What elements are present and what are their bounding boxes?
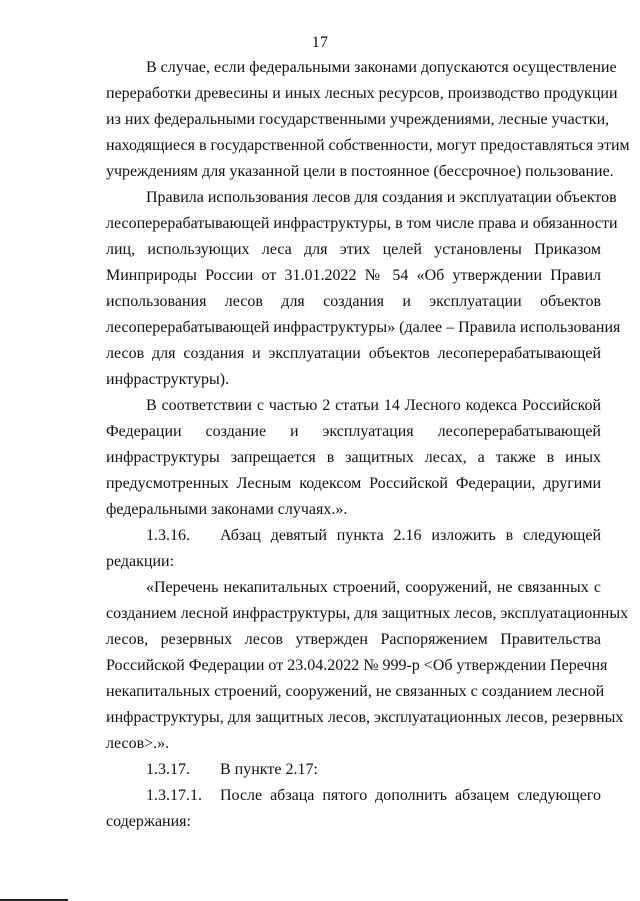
paragraph-line: «Перечень некапитальных строений, сооружений, не связанных с: [146, 579, 601, 596]
paragraph-line: лесов для создания и эксплуатации объектов лесоперерабатывающей: [106, 345, 601, 362]
paragraph-line: федеральными законами случаях.».: [106, 501, 348, 518]
paragraph-line: инфраструктуры).: [106, 371, 230, 388]
paragraph-line: инфраструктуры запрещается в защитных лесах, а также в иных: [106, 449, 601, 466]
paragraph-line: лесоперерабатывающей инфраструктуры, в том числе права и обязанности: [106, 215, 618, 232]
item-number: 1.3.17.: [146, 761, 190, 778]
paragraph-line: инфраструктуры, для защитных лесов, эксплуатационных лесов, резервных: [106, 709, 624, 726]
paragraph-line: В случае, если федеральными законами допускаются осуществление: [146, 59, 617, 76]
paragraph-line: Минприроды России от 31.01.2022 № 54 «Об утверждении Правил: [106, 267, 601, 284]
paragraph-line: лесов, резервных лесов утвержден Распоряжением Правительства: [106, 631, 601, 648]
item-text: Абзац девятый пункта 2.16 изложить в следующей: [220, 527, 601, 544]
paragraph-line: Федерации создание и эксплуатация лесоперерабатывающей: [106, 423, 601, 440]
numbered-item: [146, 760, 601, 780]
paragraph-line: содержания:: [106, 813, 191, 830]
paragraph-line: переработки древесины и иных лесных ресурсов, производство продукции: [106, 85, 618, 102]
paragraph-line: находящиеся в государственной собственности, могут предоставляться этим: [106, 137, 630, 154]
item-number: 1.3.16.: [146, 527, 190, 544]
paragraph-line: из них федеральными государственными учреждениями, лесные участки,: [106, 111, 610, 128]
item-number: 1.3.17.1.: [146, 787, 202, 804]
paragraph-line: использования лесов для создания и эксплуатации объектов: [106, 293, 601, 310]
paragraph-line: лесоперерабатывающей инфраструктуры» (далее – Правила использования: [106, 319, 621, 336]
paragraph-line: редакции:: [106, 553, 175, 570]
paragraph-line: созданием лесной инфраструктуры, для защитных лесов, эксплуатационных: [106, 605, 629, 622]
paragraph-line: В соответствии с частью 2 статьи 14 Лесного кодекса Российской: [146, 397, 601, 414]
numbered-item: [146, 786, 601, 806]
paragraph-line: лиц, использующих леса для этих целей установлены Приказом: [106, 241, 601, 258]
item-text: В пункте 2.17:: [220, 761, 318, 778]
item-text: После абзаца пятого дополнить абзацем следующего: [220, 787, 601, 804]
numbered-item: [146, 526, 601, 546]
paragraph-line: Российской Федерации от 23.04.2022 № 999-р <Об утверждении Перечня: [106, 657, 608, 674]
paragraph-line: предусмотренных Лесным кодексом Российской Федерации, другими: [106, 475, 601, 492]
paragraph-line: лесов>.».: [106, 735, 170, 752]
page-number: 17: [311, 34, 329, 51]
paragraph-line: Правила использования лесов для создания и эксплуатации объектов: [146, 189, 617, 206]
paragraph-line: учреждениям для указанной цели в постоянное (бессрочное) пользование.: [106, 163, 614, 180]
paragraph-line: некапитальных строений, сооружений, не связанных с созданием лесной: [106, 683, 605, 700]
